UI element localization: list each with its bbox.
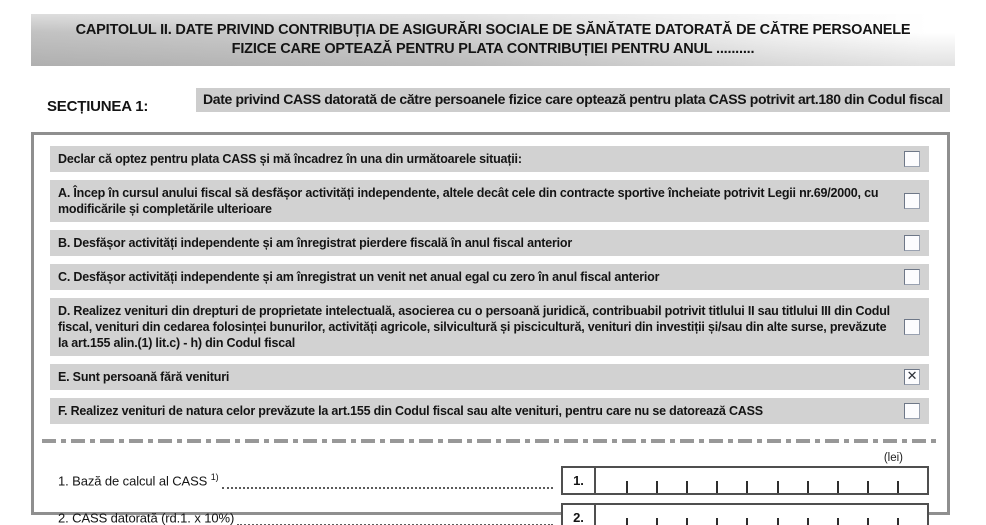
calc-row-1-text: 1. Bază de calcul al CASS (58, 473, 211, 489)
chapter-header (31, 14, 955, 66)
calc-row-1 (50, 466, 929, 495)
option-row-c (50, 264, 929, 290)
calc-row-2-field (561, 503, 929, 525)
declare-text: Declar că optez pentru plata CASS și mă încadrez în una din următoarele situații: (58, 152, 522, 166)
calc-row-2-text: 2. CASS datorată (rd.1. x 10%) (58, 510, 235, 525)
checkbox-option-b[interactable] (904, 235, 920, 251)
checkbox-option-d[interactable] (904, 319, 920, 335)
option-a-text: A. Încep în cursul anului fiscal să desfășor activități independente, altele decât cele din contracte sportive încheiate potrivit Legii nr.69/2000, cu modificările și completările ulterioare (58, 186, 879, 216)
option-b-text: B. Desfășor activități independente și am înregistrat pierdere fiscală în anul fiscal anterior (58, 236, 573, 250)
option-d-text: D. Realizez venituri din drepturi de proprietate intelectuală, asocierea cu o persoană juridică, contribuabil potrivit titlului II sau titlului III din Codul fiscal, venituri din cedarea folosinței bunurilor, activități agricole, silvicultură și piscicultură, venituri din investiții și/sau din alte surse, prevăzute la art.155 alin.(1) lit.c) - h) din Codul fiscal (58, 304, 890, 350)
chapter-title-line2: FIZICE CARE OPTEAZĂ PENTRU PLATA CONTRIBUȚIEI PENTRU ANUL .......... (231, 41, 755, 57)
form-box-inner (34, 135, 947, 525)
declare-row (50, 146, 929, 172)
option-row-e (50, 364, 929, 390)
option-row-d (50, 298, 929, 356)
calc-row-1-number-cell: 1. (563, 468, 596, 493)
footnote-1-marker: 1) (210, 472, 219, 483)
option-c-text: C. Desfășor activități independente și am înregistrat un venit net anual egal cu zero în anul fiscal anterior (58, 270, 660, 284)
checkbox-option-f[interactable] (904, 403, 920, 419)
currency-unit-label: (lei) (883, 452, 903, 464)
calc-row-1-label (58, 472, 219, 488)
section-description: Date privind CASS datorată de către persoanele fizice care optează pentru plata CASS potrivit art.180 din Codul fiscal (196, 88, 950, 112)
checkbox-option-e[interactable]: ✕ (904, 369, 920, 385)
checkbox-declare[interactable] (904, 151, 920, 167)
option-row-b (50, 230, 929, 256)
checkbox-option-c[interactable] (904, 269, 920, 285)
form-box (31, 132, 950, 525)
section-label: SECȚIUNEA 1: (47, 98, 149, 115)
calc-row-2-label (58, 509, 234, 525)
option-row-a (50, 180, 929, 222)
calc-row-1-digit-comb-input[interactable] (596, 468, 927, 493)
dotted-leader (237, 509, 553, 525)
option-f-text: F. Realizez venituri de natura celor prevăzute la art.155 din Codul fiscal sau alte venituri, pentru care nu se datorează CASS (58, 404, 763, 418)
option-row-f (50, 398, 929, 424)
calc-row-1-field (561, 466, 929, 495)
checkbox-option-a[interactable] (904, 193, 920, 209)
calc-row-2-digit-comb-input[interactable] (596, 505, 927, 525)
calc-row-2-number-cell: 2. (563, 505, 596, 525)
chapter-title-line1: CAPITOLUL II. DATE PRIVIND CONTRIBUȚIA DE ASIGURĂRI SOCIALE DE SĂNĂTATE DATORATĂ DE CĂTRE PERSOANELE (75, 22, 911, 38)
option-e-text: E. Sunt persoană fără venituri (58, 370, 230, 384)
dotted-leader (222, 472, 553, 489)
calc-row-2 (50, 503, 929, 525)
